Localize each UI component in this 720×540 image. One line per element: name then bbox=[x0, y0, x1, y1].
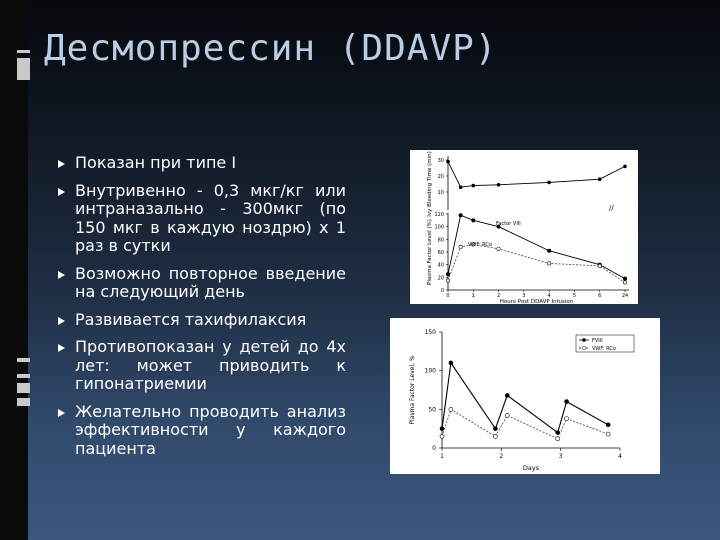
x-tick-label: 5 bbox=[572, 293, 577, 299]
edge-mark bbox=[17, 358, 30, 362]
top-data-point bbox=[459, 185, 463, 189]
edge-mark bbox=[17, 383, 30, 393]
edge-mark bbox=[17, 58, 30, 80]
legend-label: FVIII bbox=[592, 338, 603, 344]
y-tick-label: 50 bbox=[428, 406, 436, 414]
top-series-line bbox=[448, 162, 625, 188]
data-point bbox=[556, 437, 560, 441]
y-tick-label: 10 bbox=[437, 190, 444, 196]
x-tick-label: 1 bbox=[471, 293, 475, 299]
x-axis-label: Hours Post DDAVP Infusion bbox=[499, 299, 574, 304]
data-point bbox=[446, 272, 449, 275]
x-tick-label: 1 bbox=[440, 453, 444, 460]
series-label-factor-viii: Factor VIII bbox=[496, 221, 521, 227]
x-tick-label: 4 bbox=[618, 453, 622, 460]
data-point bbox=[565, 417, 569, 421]
y-tick-label: 40 bbox=[437, 262, 444, 269]
data-point bbox=[547, 249, 550, 252]
bullet-item: Показан при типе I bbox=[58, 154, 346, 173]
y-tick-label: 20 bbox=[437, 174, 444, 180]
axis-break-mark: // bbox=[609, 204, 614, 212]
y-axis-label: Plasma Factor Level, % bbox=[409, 355, 416, 425]
legend-label: VWF: RCo bbox=[592, 346, 616, 352]
top-data-point bbox=[471, 184, 475, 188]
data-point bbox=[598, 264, 601, 267]
data-point bbox=[472, 219, 475, 222]
data-point bbox=[440, 427, 444, 431]
x-tick-label: 24 bbox=[621, 293, 629, 299]
data-point bbox=[459, 214, 462, 217]
y-tick-label: 150 bbox=[424, 329, 436, 336]
data-point bbox=[547, 262, 550, 265]
y-tick-label: 100 bbox=[434, 224, 444, 231]
y-tick-label: 0 bbox=[440, 288, 444, 294]
x-tick-label: 0 bbox=[446, 293, 450, 299]
chart-panel-days bbox=[390, 318, 660, 474]
data-point bbox=[623, 281, 626, 284]
series-line-vwf-rco bbox=[442, 409, 608, 438]
data-point bbox=[565, 400, 569, 404]
bullet-item: Возможно повторное введение на следующий день bbox=[58, 265, 346, 302]
bullet-list bbox=[58, 154, 346, 467]
data-point bbox=[556, 431, 560, 435]
x-tick-label: 3 bbox=[558, 453, 563, 460]
legend-marker bbox=[582, 346, 585, 349]
bullet-item: Желательно проводить анализ эффективности у каждого пациента bbox=[58, 403, 346, 459]
series-label-vwf-rco: VWF: RCo bbox=[468, 242, 492, 248]
y-tick-label: 30 bbox=[437, 158, 444, 164]
bottom-y-axis-label: Plasma Factor Level (%) bbox=[427, 219, 433, 285]
chart-panel-hours bbox=[410, 150, 638, 304]
y-tick-label: 0 bbox=[432, 445, 436, 452]
data-point bbox=[606, 432, 610, 436]
edge-mark bbox=[17, 50, 30, 53]
top-data-point bbox=[623, 165, 627, 169]
chart-days-svg bbox=[390, 318, 660, 474]
top-y-axis-label: Ivy Bleeding Time (min) bbox=[427, 151, 433, 217]
data-point bbox=[440, 434, 444, 438]
data-point bbox=[606, 423, 610, 427]
x-tick-label: 3 bbox=[522, 293, 526, 299]
data-point bbox=[493, 427, 497, 431]
data-point bbox=[497, 247, 500, 250]
y-tick-label: 60 bbox=[437, 250, 444, 256]
edge-mark bbox=[17, 374, 30, 378]
y-tick-label: 20 bbox=[437, 275, 444, 282]
edge-mark bbox=[17, 398, 30, 406]
x-tick-label: 4 bbox=[547, 293, 551, 299]
data-point bbox=[493, 434, 497, 438]
series-line-fviii bbox=[442, 363, 608, 433]
x-axis-label: Days bbox=[522, 464, 540, 472]
data-point bbox=[449, 361, 453, 365]
top-data-point bbox=[497, 183, 501, 187]
y-tick-label: 120 bbox=[434, 212, 444, 218]
legend-marker bbox=[582, 338, 585, 341]
data-point bbox=[505, 414, 509, 418]
bullet-item: Внутривенно - 0,3 мкг/кг или интраназально - 300мкг (по 150 мкг в каждую ноздрю) х 1 раз в сутки bbox=[58, 182, 346, 256]
x-tick-label: 6 bbox=[598, 293, 602, 299]
data-point bbox=[449, 407, 453, 411]
slide-title: Десмопрессин (DDAVP) bbox=[44, 28, 498, 69]
data-point bbox=[623, 277, 626, 280]
data-point bbox=[459, 245, 462, 248]
data-point bbox=[505, 393, 509, 397]
bullet-item: Противопоказан у детей до 4х лет: может приводить к гипонатриемии bbox=[58, 338, 346, 394]
top-data-point bbox=[598, 177, 602, 181]
x-tick-label: 2 bbox=[499, 453, 504, 460]
bullet-item: Развивается тахифилаксия bbox=[58, 311, 346, 330]
left-edge-bar bbox=[0, 0, 28, 540]
y-tick-label: 80 bbox=[437, 237, 444, 244]
data-point bbox=[446, 279, 449, 282]
top-data-point bbox=[547, 181, 551, 185]
chart-hours-svg bbox=[410, 150, 638, 304]
y-tick-label: 100 bbox=[424, 367, 436, 375]
x-tick-label: 2 bbox=[496, 293, 501, 299]
top-data-point bbox=[446, 160, 450, 164]
